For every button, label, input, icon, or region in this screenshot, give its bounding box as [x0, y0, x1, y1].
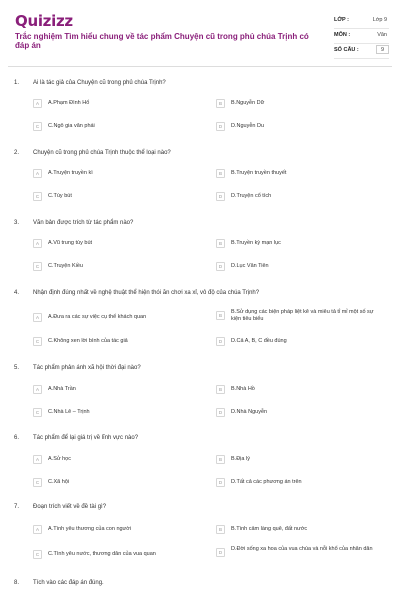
option-text: D.Cả A, B, C đều đúng	[231, 338, 287, 344]
option-letter-box: B	[216, 525, 225, 534]
option-text: B.Truyện truyền thuyết	[231, 170, 287, 176]
worksheet-title: Trắc nghiệm Tìm hiểu chung về tác phẩm Chuyện cũ trong phủ chúa Trịnh có đáp án	[15, 32, 309, 50]
question-text: Ai là tác giả của Chuyện cũ trong phủ chúa Trịnh?	[33, 80, 166, 86]
option-letter-box: D	[216, 548, 225, 557]
option-letter-box: C	[33, 550, 42, 559]
option-letter-box: B	[216, 239, 225, 248]
question-number: 5.	[14, 365, 20, 371]
option-letter-box: B	[216, 99, 225, 108]
header-divider	[8, 66, 392, 67]
option-letter-box: B	[216, 169, 225, 178]
option-letter-box: A	[33, 455, 42, 464]
option-text: D.Đời sống xa hoa của vua chúa và nỗi khổ của nhân dân	[231, 546, 373, 552]
option-letter-box: A	[33, 313, 42, 322]
option-text: A.Nhà Trần	[48, 386, 76, 392]
option-text: C.Ngô gia văn phái	[48, 123, 95, 129]
option-text: A.Sử học	[48, 456, 71, 462]
option-letter-box: A	[33, 525, 42, 534]
meta-subject-value: Văn	[377, 32, 387, 38]
worksheet-header	[0, 0, 400, 66]
meta-class-value: Lớp 9	[372, 17, 387, 23]
question-number: 4.	[14, 290, 20, 296]
option-text: B.Nguyễn Dữ	[231, 100, 265, 106]
meta-count-value: 9	[376, 45, 389, 54]
question-text: Tác phẩm phản ánh xã hội thời đại nào?	[33, 365, 141, 371]
option-text: B.Địa lý	[231, 456, 250, 462]
option-text: D.Tất cả các phương án trên	[231, 479, 302, 485]
option-letter-box: A	[33, 239, 42, 248]
option-letter-box: D	[216, 122, 225, 131]
question-text: Tác phẩm để lại giá trị về lĩnh vực nào?	[33, 435, 139, 441]
option-text: C.Tình yêu nước, thương dân của vua quan	[48, 551, 156, 557]
option-text: C.Nhà Lê – Trịnh	[48, 409, 90, 415]
question-number: 8.	[14, 580, 20, 586]
option-text: B.Tình cảm làng quê, đất nước	[231, 526, 308, 532]
option-letter-box: B	[216, 311, 225, 320]
option-letter-box: B	[216, 455, 225, 464]
question-text: Tích vào các đáp án đúng.	[33, 580, 104, 586]
option-text: C.Tùy bút	[48, 193, 72, 199]
option-text: A.Phạm Đình Hổ	[48, 100, 90, 106]
question-text: Chuyện cũ trong phủ chúa Trịnh thuộc thể loại nào?	[33, 150, 171, 156]
option-letter-box: D	[216, 478, 225, 487]
meta-class-label: LỚP :	[334, 17, 349, 23]
option-letter-box: D	[216, 192, 225, 201]
question-text: Nhận định đúng nhất về nghệ thuật thể hiện thói ăn chơi xa xỉ, vô độ của chúa Trịnh?	[33, 290, 260, 296]
option-text: A.Đưa ra các sự việc cụ thể khách quan	[48, 314, 147, 320]
question-number: 6.	[14, 435, 20, 441]
option-letter-box: A	[33, 169, 42, 178]
meta-count	[334, 44, 389, 59]
option-text: A.Truyện truyền kì	[48, 170, 93, 176]
option-text: A.Tình yêu thương của con người	[48, 526, 132, 532]
option-letter-box: C	[33, 192, 42, 201]
option-letter-box: C	[33, 337, 42, 346]
option-letter-box: C	[33, 262, 42, 271]
option-letter-box: C	[33, 408, 42, 417]
question-number: 7.	[14, 504, 20, 510]
meta-subject	[334, 29, 389, 44]
option-letter-box: A	[33, 99, 42, 108]
option-letter-box: A	[33, 385, 42, 394]
option-text: B.Truyền kỳ mạn lục	[231, 240, 281, 246]
option-text: D.Nguyễn Du	[231, 123, 265, 129]
question-number: 3.	[14, 220, 20, 226]
option-letter-box: C	[33, 478, 42, 487]
question-text: Văn bản được trích từ tác phẩm nào?	[33, 220, 134, 226]
meta-panel	[334, 14, 389, 59]
option-text: B.Nhà Hồ	[231, 386, 255, 392]
option-text: B.Sử dụng các biện pháp liệt kê và miêu tả tỉ mỉ một số sự kiện tiêu biểu	[231, 309, 374, 322]
option-letter-box: D	[216, 337, 225, 346]
option-text: D.Truyện cổ tích	[231, 193, 272, 199]
question-number: 2.	[14, 150, 20, 156]
meta-subject-label: MÔN :	[334, 32, 351, 38]
meta-count-label: SỐ CÂU :	[334, 47, 359, 53]
option-letter-box: D	[216, 262, 225, 271]
option-letter-box: D	[216, 408, 225, 417]
meta-class	[334, 14, 389, 29]
option-text: C.Xã hội	[48, 479, 70, 485]
question-number: 1.	[14, 80, 20, 86]
option-text: A.Vũ trung tùy bút	[48, 240, 93, 246]
option-text: D.Lục Vân Tiên	[231, 263, 269, 269]
option-letter-box: C	[33, 122, 42, 131]
option-text: D.Nhà Nguyễn	[231, 409, 268, 415]
option-letter-box: B	[216, 385, 225, 394]
option-text: C.Không xen lời bình của tác giả	[48, 338, 128, 344]
option-text: C.Truyện Kiều	[48, 263, 83, 269]
quizizz-logo[interactable]: Quizizz	[15, 12, 73, 30]
question-text: Đoạn trích viết về đề tài gì?	[33, 504, 107, 510]
